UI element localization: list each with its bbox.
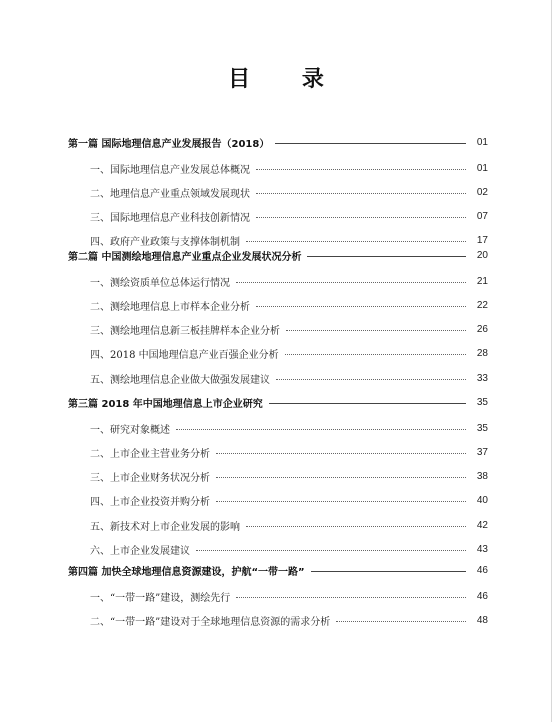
section-title: 四、上市企业投资并购分析 — [90, 497, 210, 509]
leader-dots — [196, 550, 466, 551]
leader-line — [275, 143, 466, 144]
toc-section-entry[interactable] — [90, 542, 488, 558]
toc-section-entry[interactable] — [90, 184, 488, 200]
page-number: 35 — [476, 396, 488, 408]
page-number: 33 — [476, 372, 488, 384]
page-number: 46 — [476, 590, 488, 602]
page-number: 26 — [476, 324, 488, 336]
toc-title: 目 录 — [228, 66, 346, 92]
leader-dots — [286, 330, 466, 331]
page-number: 40 — [476, 495, 488, 507]
chapter-title: 第一篇 国际地理信息产业发展报告（2018） — [68, 138, 270, 150]
leader-dots — [276, 379, 466, 380]
toc-section-entry[interactable] — [90, 444, 488, 460]
leader-line — [307, 256, 466, 257]
toc-chapter-entry[interactable] — [68, 134, 488, 150]
leader-dots — [256, 217, 466, 218]
page-number: 20 — [476, 249, 488, 261]
toc-chapter-entry[interactable] — [68, 394, 488, 410]
leader-dots — [256, 169, 466, 170]
page-number: 42 — [476, 519, 488, 531]
page-number: 22 — [476, 299, 488, 311]
section-title: 四、2018 中国地理信息产业百强企业分析 — [90, 350, 279, 362]
toc-section-entry[interactable] — [90, 493, 488, 509]
leader-dots — [285, 354, 466, 355]
toc-section-entry[interactable] — [90, 322, 488, 338]
toc-chapter-entry[interactable] — [68, 562, 488, 578]
toc-section-entry[interactable] — [90, 273, 488, 289]
leader-dots — [216, 453, 466, 454]
leader-dots — [256, 193, 466, 194]
leader-dots — [236, 597, 466, 598]
page-number: 48 — [476, 614, 488, 626]
toc-section-entry[interactable] — [90, 469, 488, 485]
section-title: 二、上市企业主营业务分析 — [90, 448, 210, 460]
page-number: 17 — [476, 235, 488, 247]
toc-section-entry[interactable] — [90, 160, 488, 176]
toc-section-entry[interactable] — [90, 517, 488, 533]
page-number: 38 — [476, 471, 488, 483]
section-title: 一、“一带一路”建设，测绘先行 — [90, 592, 231, 604]
chapter-title: 第三篇 2018 年中国地理信息上市企业研究 — [68, 398, 263, 410]
leader-dots — [216, 501, 466, 502]
leader-dots — [246, 526, 466, 527]
section-title: 六、上市企业发展建议 — [90, 546, 190, 557]
leader-dots — [336, 621, 466, 622]
toc-section-entry[interactable] — [90, 420, 488, 436]
section-title: 三、国际地理信息产业科技创新情况 — [90, 213, 250, 225]
section-title: 二、测绘地理信息上市样本企业分析 — [90, 301, 250, 313]
toc-chapter-entry[interactable] — [68, 247, 488, 263]
section-title: 一、测绘资质单位总体运行情况 — [90, 277, 230, 289]
section-title: 二、地理信息产业重点领域发展现状 — [90, 188, 250, 200]
page-number: 07 — [476, 211, 488, 223]
section-title: 五、新技术对上市企业发展的影响 — [90, 521, 240, 533]
leader-dots — [216, 477, 466, 478]
leader-dots — [236, 282, 466, 283]
toc-section-entry[interactable] — [90, 346, 488, 362]
toc-section-entry[interactable] — [90, 612, 488, 628]
section-title: 一、研究对象概述 — [90, 424, 170, 436]
section-title: 五、测绘地理信息企业做大做强发展建议 — [90, 374, 270, 386]
section-title: 二、“一带一路”建设对于全球地理信息资源的需求分析 — [90, 616, 331, 628]
page-number: 35 — [476, 422, 488, 434]
page-number: 21 — [476, 275, 488, 287]
page-number: 46 — [476, 564, 488, 576]
leader-dots — [176, 429, 466, 430]
page-number: 02 — [476, 186, 488, 198]
toc-section-entry[interactable] — [90, 370, 488, 386]
page-number: 28 — [476, 348, 488, 360]
toc-section-entry[interactable] — [90, 588, 488, 604]
page-number: 01 — [476, 162, 488, 174]
section-title: 三、测绘地理信息新三板挂牌样本企业分析 — [90, 326, 280, 338]
leader-dots — [246, 241, 466, 242]
page-number: 37 — [476, 446, 488, 458]
chapter-title: 第二篇 中国测绘地理信息产业重点企业发展状况分析 — [68, 251, 302, 263]
chapter-title: 第四篇 加快全球地理信息资源建设，护航“一带一路” — [68, 566, 305, 578]
page-number: 01 — [476, 136, 488, 148]
section-title: 四、政府产业政策与支撑体制机制 — [90, 237, 240, 249]
section-title: 三、上市企业财务状况分析 — [90, 473, 210, 485]
toc-section-entry[interactable] — [90, 297, 488, 313]
page-number: 43 — [476, 544, 488, 555]
leader-dots — [256, 306, 466, 307]
section-title: 一、国际地理信息产业发展总体概况 — [90, 164, 250, 176]
leader-line — [269, 403, 466, 404]
toc-section-entry[interactable] — [90, 209, 488, 225]
leader-line — [311, 571, 466, 572]
